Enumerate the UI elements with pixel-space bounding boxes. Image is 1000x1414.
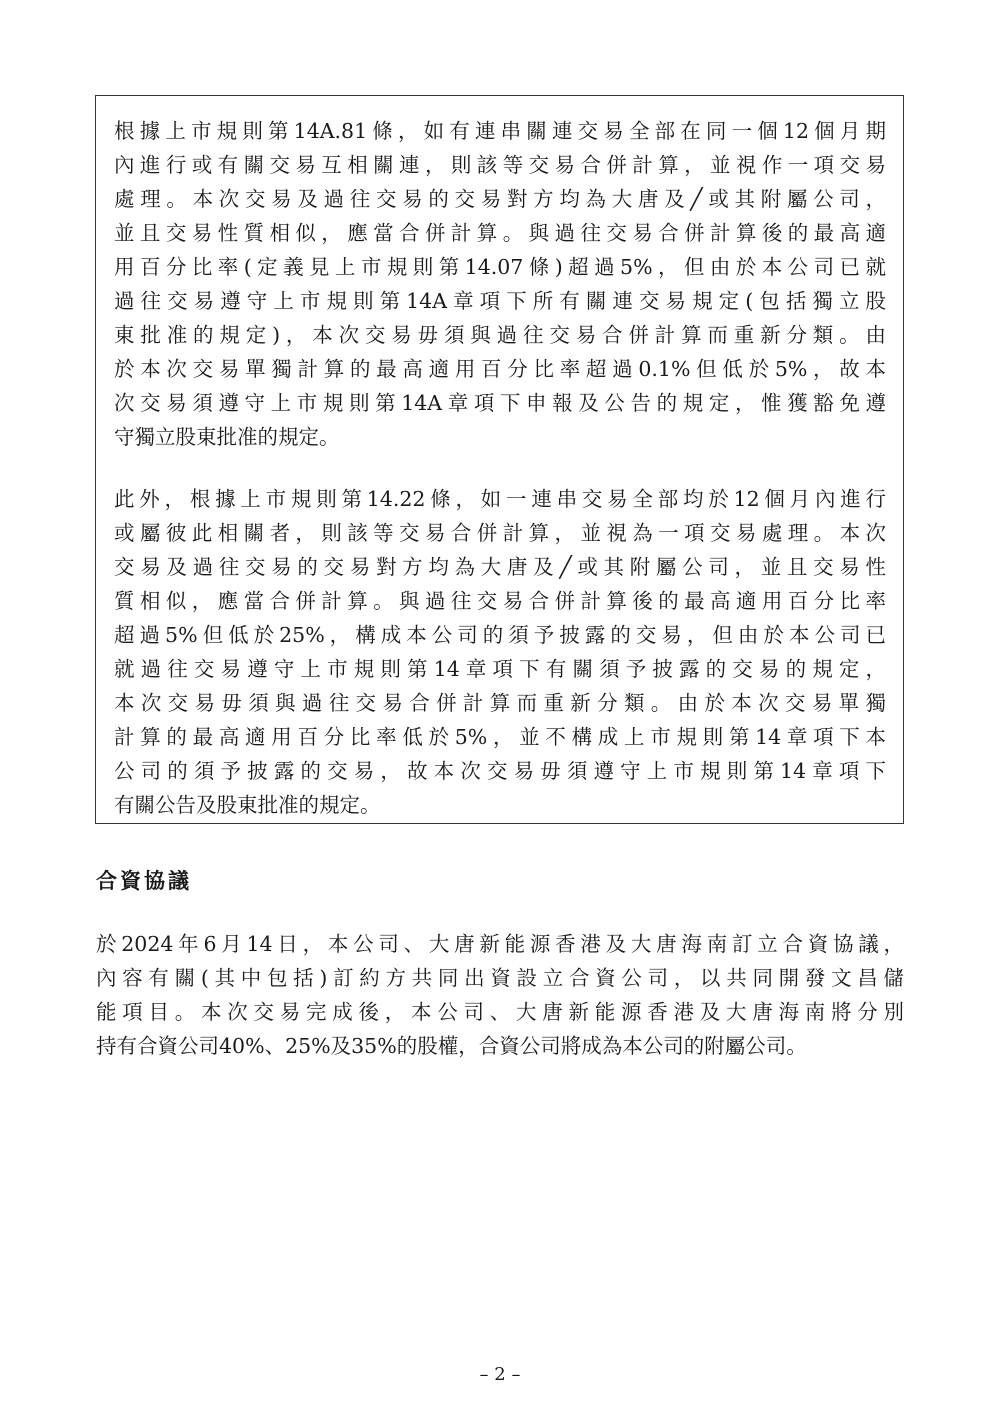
paragraph-line: 質相似，應當合併計算。與過往交易合併計算後的最高適用百分比率 [114,589,886,613]
paragraph-line: 內進行或有關交易互相關連，則該等交易合併計算，並視作一項交易 [114,153,886,177]
paragraph-line: 交易及過往交易的交易對方均為大唐及╱或其附屬公司，並且交易性 [114,555,886,579]
page-number: – 2 – [479,1364,521,1385]
paragraph-line: 根據上市規則第14A.81條，如有連串關連交易全部在同一個12個月期 [114,119,886,143]
paragraph-line: 於本次交易單獨計算的最高適用百分比率超過0.1%但低於5%，故本 [114,357,886,381]
paragraph-line: 持有合資公司40%、25%及35%的股權，合資公司將成為本公司的附屬公司。 [96,1034,807,1058]
paragraph-line: 此外，根據上市規則第14.22條，如一連串交易全部均於12個月內進行 [114,487,886,511]
paragraph-line: 處理。本次交易及過往交易的交易對方均為大唐及╱或其附屬公司， [114,187,886,211]
boxed-disclosure-section [95,95,904,824]
paragraph-line: 內容有關(其中包括)訂約方共同出資設立合資公司，以共同開發文昌儲 [96,966,904,990]
paragraph-line: 或屬彼此相關者，則該等交易合併計算，並視為一項交易處理。本次 [114,521,886,545]
paragraph-line: 計算的最高適用百分比率低於5%，並不構成上市規則第14章項下本 [114,725,886,749]
paragraph-line: 東批准的規定)，本次交易毋須與過往交易合併計算而重新分類。由 [114,323,886,347]
paragraph-line: 公司的須予披露的交易，故本次交易毋須遵守上市規則第14章項下 [114,759,886,783]
section-heading: 合資協議 [96,868,192,893]
paragraph-line: 就過往交易遵守上市規則第14章項下有關須予披露的交易的規定， [114,657,886,681]
paragraph-line: 能項目。本次交易完成後，本公司、大唐新能源香港及大唐海南將分別 [96,1000,904,1024]
paragraph-line: 次交易須遵守上市規則第14A章項下申報及公告的規定，惟獲豁免遵 [114,391,886,415]
paragraph-line: 於2024年6月14日，本公司、大唐新能源香港及大唐海南訂立合資協議， [96,932,904,956]
paragraph-line: 守獨立股東批准的規定。 [114,425,340,449]
paragraph-line: 並且交易性質相似，應當合併計算。與過往交易合併計算後的最高適 [114,221,886,245]
paragraph-line: 用百分比率(定義見上市規則第14.07條)超過5%，但由於本公司已就 [114,255,886,279]
paragraph-line: 本次交易毋須與過往交易合併計算而重新分類。由於本次交易單獨 [114,691,886,715]
paragraph-line: 過往交易遵守上市規則第14A章項下所有關連交易規定(包括獨立股 [114,289,886,313]
paragraph-line: 超過5%但低於25%，構成本公司的須予披露的交易，但由於本公司已 [114,623,886,647]
paragraph-line: 有關公告及股東批准的規定。 [114,793,381,817]
